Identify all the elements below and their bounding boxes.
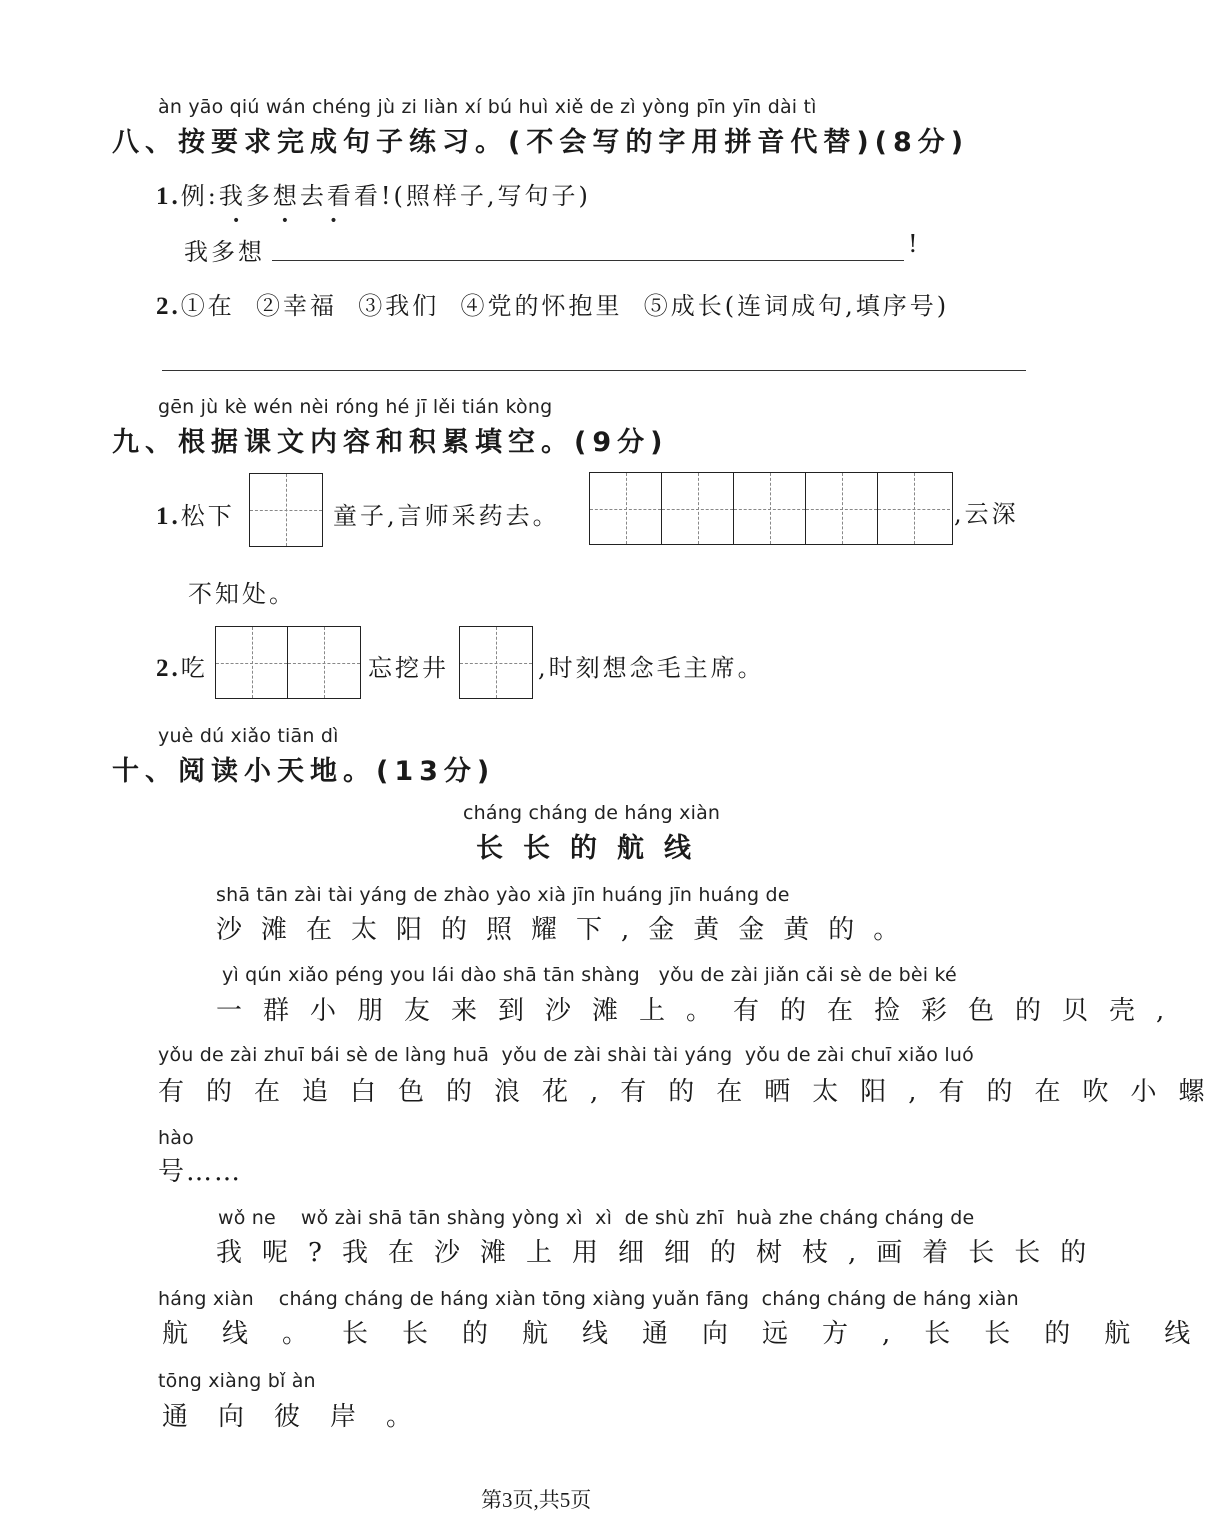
sec8-q2-text: ①在 ②幸福 ③我们 ④党的怀抱里 ⑤成长(连词成句,填序号) (180, 292, 950, 320)
passage-line-4: 号…… (158, 1157, 243, 1187)
grid-cell[interactable] (288, 627, 360, 698)
sec8-pinyin: àn yāo qiú wán chéng jù zi liàn xí bú huì xiě de zì yòng pīn yīn dài tì (158, 96, 817, 118)
passage-line-6-pinyin: háng xiàn cháng cháng de háng xiàn tōng xiàng yuǎn fāng cháng cháng de háng xiàn (158, 1288, 1019, 1310)
sec9-q1-text-d: 不知处。 (188, 580, 296, 608)
passage-line-3: 有的在追白色的浪花,有的在晒太阳,有的在吹小螺 (158, 1077, 1227, 1107)
sec8-q1-answer-line[interactable] (272, 260, 904, 261)
sec8-q1-text: 例:我多想去看看!(照样子,写句子) (180, 182, 591, 210)
passage-title-pinyin: cháng cháng de háng xiàn (463, 802, 721, 824)
sec9-q2-number: 2. (156, 655, 181, 682)
sec9-q1-number: 1. (156, 503, 181, 530)
passage-title: 长长的航线 (476, 833, 711, 864)
passage-line-2: 一群小朋友来到沙滩上。有的在捡彩色的贝壳, (216, 996, 1186, 1026)
fill-in-grid-1[interactable] (249, 473, 323, 547)
sec8-q1-number: 1. (156, 183, 181, 210)
sec8-title: 八、按要求完成句子练习。(不会写的字用拼音代替)(8分) (112, 127, 970, 158)
sec10-title: 十、阅读小天地。(13分) (112, 756, 496, 787)
sec8-q2 (156, 286, 949, 321)
sec9-q1-text-b: 童子,言师采药去。 (333, 502, 560, 530)
sec9-q2-text-c: ,时刻想念毛主席。 (538, 654, 765, 682)
passage-line-7: 通向彼岸。 (162, 1402, 443, 1432)
fill-in-grid-3[interactable] (215, 626, 361, 699)
sec10-pinyin: yuè dú xiǎo tiān dì (158, 725, 339, 747)
page-number: 第3页,共5页 (481, 1488, 592, 1512)
fill-in-grid-4[interactable] (459, 626, 533, 699)
sec9-pinyin: gēn jù kè wén nèi róng hé jī lěi tián kòng (158, 396, 553, 418)
grid-cell[interactable] (878, 473, 950, 544)
sec9-q2-start (156, 648, 208, 683)
emphasis-dots: • • • (232, 213, 356, 229)
sec9-q1-text-a: 松下 (180, 502, 235, 530)
sec9-q1-start (156, 496, 235, 531)
grid-cell[interactable] (216, 627, 288, 698)
sec8-q2-number: 2. (156, 293, 181, 320)
sec9-q2-text-a: 吃 (180, 654, 208, 682)
sec9-q1-text-c: ,云深 (954, 500, 1019, 528)
fill-in-grid-2[interactable] (589, 472, 953, 545)
passage-line-2-pinyin: yì qún xiǎo péng you lái dào shā tān shàng yǒu de zài jiǎn cǎi sè de bèi ké (222, 964, 957, 986)
passage-line-3-pinyin: yǒu de zài zhuī bái sè de làng huā yǒu de zài shài tài yáng yǒu de zài chuī xiǎo luó (158, 1044, 974, 1066)
passage-line-7-pinyin: tōng xiàng bǐ àn (158, 1370, 316, 1392)
passage-line-5-pinyin: wǒ ne wǒ zài shā tān shàng yòng xì xì de shù zhī huà zhe cháng cháng de (218, 1207, 975, 1229)
sec8-q2-answer-line[interactable] (162, 370, 1026, 371)
sec8-q1-answer-prefix: 我多想 (184, 238, 265, 266)
passage-line-6: 航线。长长的航线通向远方,长长的航线 (162, 1319, 1225, 1349)
grid-cell[interactable] (806, 473, 878, 544)
sec8-q1-answer-end: ! (908, 230, 921, 258)
grid-cell[interactable] (662, 473, 734, 544)
sec9-title: 九、根据课文内容和积累填空。(9分) (112, 427, 669, 458)
sec8-q1 (156, 176, 591, 211)
passage-line-5: 我呢?我在沙滩上用细细的树枝,画着长长的 (216, 1238, 1107, 1268)
grid-cell[interactable] (460, 627, 532, 698)
sec9-q2-text-b: 忘挖井 (368, 654, 449, 682)
grid-cell[interactable] (590, 473, 662, 544)
passage-line-1: 沙滩在太阳的照耀下,金黄金黄的。 (216, 915, 919, 945)
grid-cell[interactable] (734, 473, 806, 544)
passage-line-4-pinyin: hào (158, 1127, 194, 1149)
passage-line-1-pinyin: shā tān zài tài yáng de zhào yào xià jīn huáng jīn huáng de (216, 884, 790, 906)
grid-cell[interactable] (250, 474, 322, 546)
